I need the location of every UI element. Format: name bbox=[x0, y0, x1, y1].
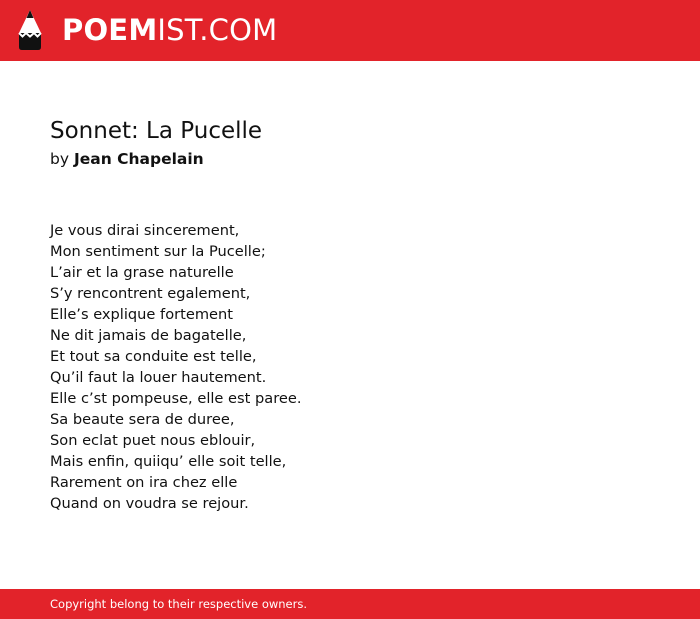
poem-line: Mais enfin, quiiqu’ elle soit telle, bbox=[50, 453, 287, 470]
brand-name-light: IST.COM bbox=[157, 13, 278, 47]
poem-body bbox=[50, 220, 670, 514]
site-header bbox=[0, 0, 700, 61]
poem-line: Elle’s explique fortement bbox=[50, 306, 233, 323]
site-footer bbox=[0, 589, 700, 619]
poem-byline bbox=[50, 148, 670, 170]
poem-title: Sonnet: La Pucelle bbox=[50, 118, 263, 144]
author-link[interactable]: Jean Chapelain bbox=[73, 150, 204, 168]
poem-line: Je vous dirai sincerement, bbox=[50, 222, 240, 239]
by-label: by bbox=[50, 150, 70, 168]
poem-line: Son eclat puet nous eblouir, bbox=[50, 432, 256, 449]
pencil-tip-icon bbox=[17, 9, 43, 51]
brand-name bbox=[62, 13, 277, 47]
poem-line: S’y rencontrent egalement, bbox=[50, 285, 251, 302]
copyright-text: Copyright belong to their respective owners. bbox=[50, 597, 308, 611]
poem-line: Mon sentiment sur la Pucelle; bbox=[50, 243, 266, 260]
poem-line: Qu’il faut la louer hautement. bbox=[50, 369, 267, 386]
poem-line: L’air et la grase naturelle bbox=[50, 264, 234, 281]
brand-name-bold: POEM bbox=[62, 13, 158, 47]
poem-line: Rarement on ira chez elle bbox=[50, 474, 238, 491]
poem-line: Sa beaute sera de duree, bbox=[50, 411, 235, 428]
poem-line: Elle c’st pompeuse, elle est paree. bbox=[50, 390, 302, 407]
poem-line: Ne dit jamais de bagatelle, bbox=[50, 327, 247, 344]
poem-content bbox=[50, 117, 670, 514]
poem-line: Et tout sa conduite est telle, bbox=[50, 348, 257, 365]
poem-line: Quand on voudra se rejour. bbox=[50, 495, 249, 512]
